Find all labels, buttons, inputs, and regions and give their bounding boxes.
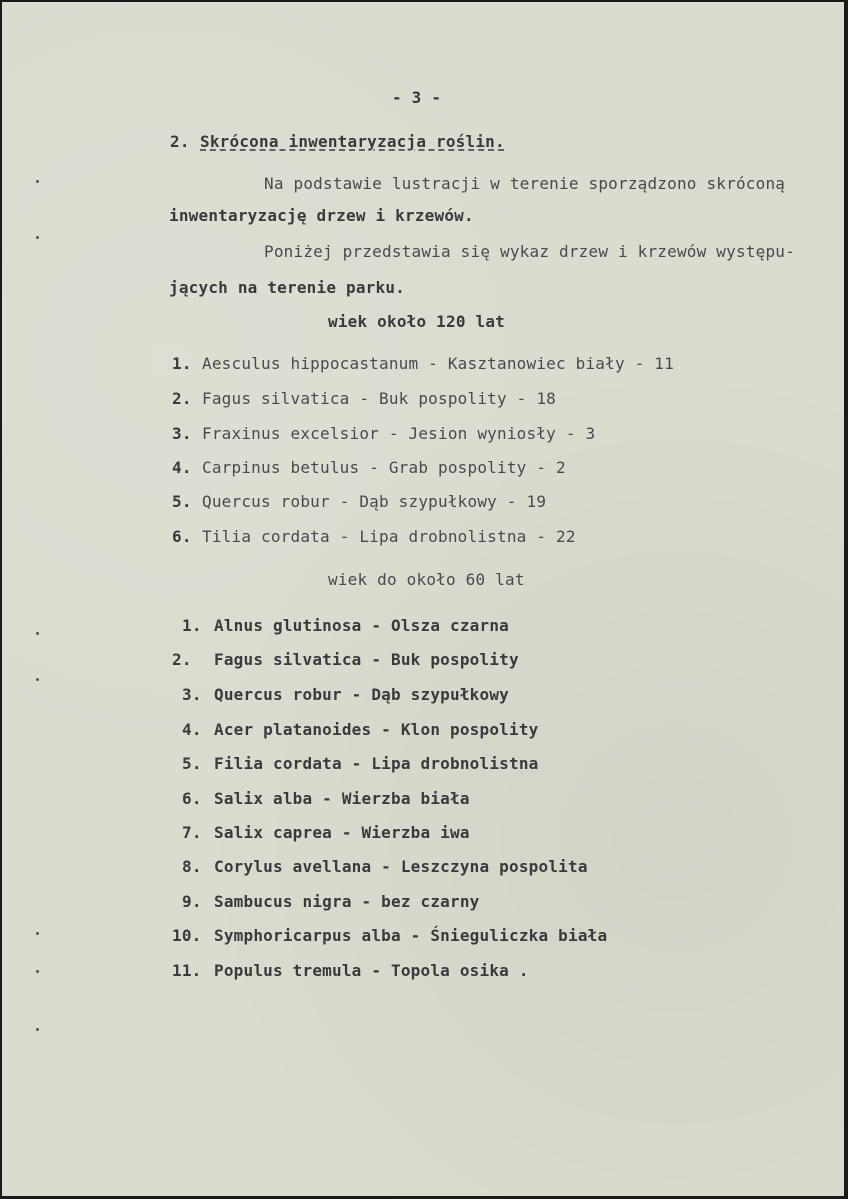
paragraph-1-line-2: inwentaryzację drzew i krzewów.: [169, 206, 474, 225]
list-item-number: 3.: [172, 424, 192, 443]
list-item-number: 7.: [182, 823, 202, 842]
list-item: Corylus avellana - Leszczyna pospolita: [214, 857, 588, 876]
paragraph-1-line-1: Na podstawie lustracji w terenie sporządzono skróconą: [264, 174, 786, 193]
list-item: Symphoricarpus alba - Śnieguliczka biała: [214, 926, 608, 945]
page-number: - 3 -: [392, 88, 442, 107]
list-item-number: 2.: [172, 650, 192, 669]
margin-dot: [36, 180, 39, 183]
list-item-number: 2.: [172, 389, 192, 408]
margin-dot: [36, 236, 39, 239]
list-item: Aesculus hippocastanum - Kasztanowiec biały - 11: [202, 354, 674, 373]
list-item: Tilia cordata - Lipa drobnolistna - 22: [202, 527, 576, 546]
list-item: Salix alba - Wierzba biała: [214, 789, 470, 808]
list-item-number: 6.: [182, 789, 202, 808]
list-item-number: 11.: [172, 961, 202, 980]
group2-heading: wiek do około 60 lat: [328, 570, 525, 589]
list-item: Populus tremula - Topola osika .: [214, 961, 529, 980]
list-item-number: 9.: [182, 892, 202, 911]
list-item: Acer platanoides - Klon pospolity: [214, 720, 539, 739]
list-item: Alnus glutinosa - Olsza czarna: [214, 616, 509, 635]
margin-dot: [36, 1028, 39, 1031]
paragraph-2-line-1: Poniżej przedstawia się wykaz drzew i krzewów występu-: [264, 242, 795, 261]
paragraph-2-line-2: jących na terenie parku.: [169, 278, 405, 297]
list-item: Carpinus betulus - Grab pospolity - 2: [202, 458, 566, 477]
list-item: Salix caprea - Wierzba iwa: [214, 823, 470, 842]
list-item-number: 4.: [172, 458, 192, 477]
margin-dot: [36, 932, 39, 935]
list-item: Fagus silvatica - Buk pospolity: [214, 650, 519, 669]
list-item: Fagus silvatica - Buk pospolity - 18: [202, 389, 556, 408]
list-item-number: 5.: [172, 492, 192, 511]
margin-dot: [36, 678, 39, 681]
list-item-number: 1.: [172, 354, 192, 373]
list-item-number: 3.: [182, 685, 202, 704]
list-item: Filia cordata - Lipa drobnolistna: [214, 754, 539, 773]
list-item-number: 8.: [182, 857, 202, 876]
margin-dot: [36, 970, 39, 973]
margin-dot: [36, 632, 39, 635]
list-item: Quercus robur - Dąb szypułkowy: [214, 685, 509, 704]
list-item-number: 5.: [182, 754, 202, 773]
group1-heading: wiek około 120 lat: [328, 312, 505, 331]
list-item-number: 4.: [182, 720, 202, 739]
section-title: Skrócona inwentaryzacja roślin.: [200, 132, 505, 151]
list-item-number: 6.: [172, 527, 192, 546]
list-item: Fraxinus excelsior - Jesion wyniosły - 3: [202, 424, 596, 443]
section-number: 2.: [170, 132, 190, 151]
list-item-number: 1.: [182, 616, 202, 635]
list-item: Quercus robur - Dąb szypułkowy - 19: [202, 492, 547, 511]
list-item-number: 10.: [172, 926, 202, 945]
document-page: [2, 2, 844, 1196]
list-item: Sambucus nigra - bez czarny: [214, 892, 480, 911]
